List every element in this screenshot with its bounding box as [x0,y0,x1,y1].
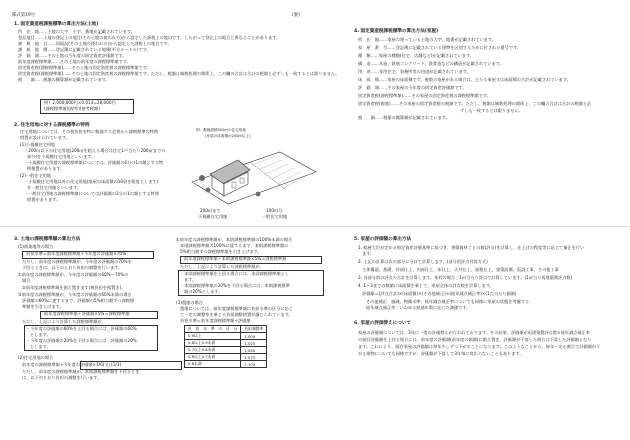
table-cell: 1.100 [241,361,267,368]
section4-item: 構 造……木造、鉄筋コンクリート、鉄骨造などの構造が記載されています。 [358,61,504,66]
burden-formula: 負担水準＝前年度課税標準額÷今年度の評価額×70% [26,251,127,256]
area-general: 100㎡分 [266,208,283,213]
section4-item: 評 価 額……その家屋の今年度の固定資産評価額です。 [358,85,467,90]
page-divider [0,226,630,227]
section4-item: ずしも一致するとは限りません。 [460,108,524,113]
table-row [185,361,267,368]
table-row [185,354,267,361]
general-lot-text: ・一般住宅用地の課税標準額については評価額の3分の1の額とする特例 [24,191,160,196]
general-lot-text: を一般住宅用地といいます。 [27,185,82,190]
continued-text: 5%相当額ずつ課税標準額を引き上げます。 [180,249,262,254]
house-icon [188,138,320,214]
commercial-text: 準額を引き上げます。 [22,304,64,309]
commercial-text: とします。 [30,344,51,349]
form-number: 様式第19号 [12,13,36,18]
section2-intro: 措置が設けられています。 [20,135,70,140]
commercial-text: 評価額の60%に達するまで、評価額の5%相当額ずつ課税標 [22,298,135,303]
section5-text: 1. 総務大臣が定める固定資産評価基準に基づき、建築資材ごとの数(評点)を計算し、仕上げの程度等に応じて補正を行い [358,245,585,250]
commercial-text: ・今年度の評価額の20%を下回る場合には、評価額の20% [26,338,137,343]
continued-text: ます。 [184,277,197,282]
continued-text: ただし、上記により計算した課税標準額が、 [180,264,264,269]
section1-item: 固定資産税(課税標準額)……その土地の固定資産税の課税標準額です。 [18,65,151,70]
continued-text: ①前年度の課税標準額が、本則課税標準額の100%未満の場合 [176,237,293,242]
commercial-text: ①前年度の課税標準額が、今年度の評価額の60%～70%の [18,272,129,277]
increment-formula: 前年度課税標準額＋評価額×5%＝課税標準額 [44,311,130,316]
farmland-title: (3)農地の場合 [176,300,203,305]
section4-item: 家 屋 番 号……登記簿に記載されている建物を区別するために付された番号です。 [358,45,521,50]
area-small-label: 小規模住宅用地 [198,214,228,219]
section5-title: 5. 家屋の評価額の算出方法 [354,237,412,242]
residential-title: (2)住宅用地の場合 [18,355,54,360]
commercial-text: ただし、前年度の課税標準額が、今年度の評価額の70%を [22,259,132,264]
continued-text: 本則課税標準額の100%に達するまで、本則課税標準額の [180,243,289,248]
general-lot-text: ・小規模住宅用地以外の住宅用地(家屋の床面積の10倍を限度とします) [24,179,159,184]
continued-text: 額の20%とします。 [184,289,223,294]
section6-text: がる建物についても同様ですが、評価額が下落して3年毎に変わらないこともあります。 [358,351,524,356]
section1-item: 課 税 地 積……登記簿に記載されている地積(平方メートル)です。 [18,47,151,52]
small-lot-text: ・小規模住宅用地の課税標準額については、評価額の6分の1の額とする特 [24,160,164,165]
section6-text: ます。これにより、既存家屋の評価額は毎年少しずつ下がることになります。このようなことから、毎年一定の割合で評価額が下 [358,344,601,349]
section6-text: 家屋の評価額については、3年に一度の評価替えが行われております。その結果、評価額が再建築費評点数×経年減点補正率 [358,330,590,335]
residential-formula: 前年度の課税標準額÷今年度の評価額×1/6(又は1/3) [22,362,122,367]
residential-text: ただし、前年度の課税標準額が、本則課税標準額を下回るとき [22,369,140,374]
table-row [185,347,267,354]
commercial-text: とします。 [30,332,51,337]
section6-title: 6. 家屋の評価替えについて [354,321,411,326]
farmland-text: て一定の調整率を乗じる負担調整措置が講じられています。 [180,312,293,317]
section4-item: 固定資産税(課税標準額)……その家屋の固定資産税の課税標準額です。 [358,93,491,98]
section5-text: 2. 上記の計算は次の部分に分けて計算します。(部分別評点付設方式) [358,259,488,264]
principal-formula: 前年度課税標準額＋本則課税標準額×5%＝課税標準額 [184,256,287,261]
section4-item: 種 類……家屋の種類(住宅、店舗など)が記載されています。 [358,53,474,58]
small-lot-title: (1)小規模住宅用地 [20,142,56,147]
table-cell: 0.9以上 [185,333,241,340]
section5-text: 評価額＝(評点合計)×(床面積)×(その他補正)×(経年減点補正率)×(1点当たり価額) [362,291,517,296]
section1-item: 所 在 地……土地の大字、小字、番地が記載されています。 [18,29,135,34]
section4-title: 4. 固定資産税課税標準の算出方法(家屋) [354,29,439,34]
table-row [185,340,267,347]
general-lot-title: (2)一般住宅用地 [20,173,52,178]
section4-item: 所 在 地……家屋の建っている土地の大字、地番が記載されています。 [358,37,496,42]
section5-text: 経年減点補正率：いわゆる経過年数に応じた減価です。 [366,305,471,310]
table-header: 負 担 水 準 の 区 分 [185,326,241,333]
section1-item: 課 税 地 目……同現況(その土地の使われ方)から認定した課税上の地目です。 [18,41,172,46]
adjustment-rate-table [184,325,267,368]
section1-title: 1. 固定資産税課税標準の算出方法(土地) [14,22,99,27]
small-lot-text: 部分)を小規模住宅用地といいます。 [27,154,96,159]
table-cell: 0.6以上0.7未満 [185,354,241,361]
section4-item: 床 面 積……家屋の床面積です。複数の家屋がある場合は、主たる家屋又は床面積の合計が記載されています。 [358,77,571,82]
continued-text: ・本則課税標準額の20%を下回る場合には、本則課税標準 [180,283,290,288]
section2-intro: 住宅用地については、その税負担を特に軽減する必要から課税標準の特例 [20,129,159,134]
section4-item: 税 額……税額の概算額が記載されています。 [358,115,450,120]
formula-line1: 例）2,000,000円×0.014=28,000円 [44,100,116,105]
small-lot-text: ・200㎡以下の住宅用地(200㎡を超える場合は住宅1戸当たり200㎡までの [24,148,166,153]
commercial-text: 場合 [22,278,31,283]
table-cell: 0.7以上0.8未満 [185,347,241,354]
table-cell: 0.8以上0.9未満 [185,340,241,347]
table-cell: 1.025 [241,340,267,347]
area-general-label: 一般住宅用地 [262,214,288,219]
section1-item: 評 価 額……その土地の今年度の固定資産評価額です。 [18,53,127,58]
section4-item: 用 途……専用住宅、事務所等の用途が記載されています。 [358,69,471,74]
commercial-text: ③前年度の課税標準額が、今年度の評価額の60%未満の場合 [18,292,132,297]
table-cell: 1.075 [241,354,267,361]
table-cell: 1.050 [241,347,267,354]
section5-text: 主体構造、基礎、外部仕上、内部仕上、床仕上、天井仕上、屋根仕上、建築設備、仮設工事、その他工事 [362,267,559,272]
diagram-caption: 例：敷地面積300㎡の住宅用地 [196,128,246,132]
small-lot-text: 例措置があります。 [27,166,65,171]
section5-text: その他補正：過疎、物価水準、経年減点補正率についても同様に家屋の状態を考慮する [366,299,530,304]
table-header: 負担調整率 [241,326,267,333]
section4-item: 固定資産税(税額)……その家屋の固定資産税の税額です。ただし、税額は端数処理の関係上、この欄の合計は合計の税額と必 [358,101,592,106]
area-small: 200㎡まで [200,208,221,213]
farmland-text: 負担水準＝前年度課税標準額÷評価額 [180,318,251,323]
table-cell: 1.000 [241,333,267,340]
section1-item: 前年度課税標準額……その土地の前年度の課税標準額です。 [18,59,131,64]
table-row [185,333,267,340]
continued-text: ・本則課税標準額を上回る場合には、本則課税標準額とし [180,271,289,276]
section1-item: 登記地目……土地の登記上の地目(その土地の使われ方)から認定した課税上の地目です。したがって登記上の地目と異なることがあります。 [18,35,281,40]
farmland-text: 農地については、前年度課税標準額に負担水準の区分に応じ [180,306,293,311]
section5-text: 3. 各部分別の評点の合計を計算します。本村の場合、1㎡当たり評点で計算しています。(1㎡当り再建築費評点数) [358,275,573,280]
section1-item: 固定資産税(課税標準額)……その土地の固定資産税の課税標準額です。ただし、税額は端数処理の関係上、この欄の合計は合計の税額と必ずしも一致するとは限りません。 [18,71,340,76]
section5-text: ます。 [362,251,375,256]
section1-item: 税 額……税額の概算額が記載されています。 [18,77,110,82]
section6-text: の前回評価額を上回る場合には、前年度の評価額(前年度の価額)に据え置き、評価額が下落した場合は下落した評価額となり [358,337,592,342]
commercial-title: (1)商業地等の場合 [18,244,54,249]
back-mark: (裏) [292,13,300,18]
table-cell: 0.6未満 [185,361,241,368]
commercial-text: ②前年度課税標準額を据え置きます(税負担を据置き)。 [22,285,126,290]
commercial-text: 下回るときは、以下のとおり負担の調整を行います。 [22,265,123,270]
formula-line2: (課税標準額)(税率)(参考税額) [44,106,100,111]
section2-title: 2. 住宅用地に対する課税標準の特例 [14,123,90,128]
section5-text: 4. 1～3までの数値に床面積を乗じて、家屋全体の評点数を計算します。 [358,283,494,288]
section3-title: 3. 土地の課税標準額の算出方法 [14,237,81,242]
commercial-text: ただし、上記により計算した課税標準額が、 [22,319,106,324]
general-lot-text: 措置があります。 [27,197,61,202]
diagram-caption: (家屋の床面積が200㎡以上) [205,134,251,138]
residential-text: は、以下のとおり負担の調整を行います。 [22,375,102,380]
commercial-text: ・今年度の評価額の60%を上回る場合には、評価額の60% [26,326,137,331]
